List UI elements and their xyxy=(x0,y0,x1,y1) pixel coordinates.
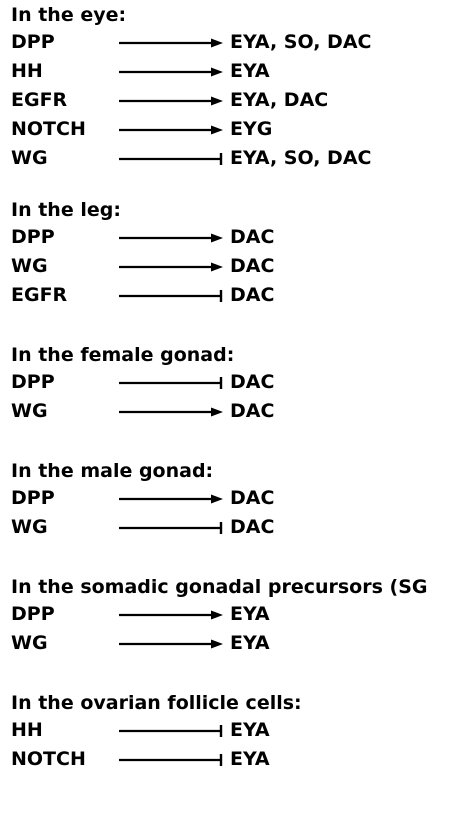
target-genes-label: EYA, SO, DAC xyxy=(230,31,372,53)
target-genes-label: EYA, DAC xyxy=(230,89,329,111)
regulator-label: EGFR xyxy=(11,284,68,306)
section-heading: In the eye: xyxy=(11,4,127,26)
repression-bar-icon xyxy=(109,725,231,737)
activation-arrow-icon xyxy=(109,406,231,418)
regulation-row xyxy=(11,716,456,745)
regulation-row xyxy=(11,28,456,57)
regulator-label: DPP xyxy=(11,31,55,53)
section-4 xyxy=(11,574,456,658)
repression-bar-icon xyxy=(109,754,231,766)
section-3 xyxy=(11,458,456,542)
regulation-row xyxy=(11,252,456,281)
activation-arrow-icon xyxy=(109,95,231,107)
regulator-label: WG xyxy=(11,147,48,169)
section-heading: In the male gonad: xyxy=(11,460,214,482)
target-genes-label: EYA xyxy=(230,719,270,741)
target-genes-label: DAC xyxy=(230,226,275,248)
regulation-row xyxy=(11,281,456,310)
regulator-label: WG xyxy=(11,255,48,277)
regulator-label: NOTCH xyxy=(11,748,86,770)
repression-bar-icon xyxy=(109,377,231,389)
section-2 xyxy=(11,342,456,426)
activation-arrow-icon xyxy=(109,37,231,49)
regulation-row xyxy=(11,745,456,774)
regulation-row xyxy=(11,513,456,542)
repression-bar-icon xyxy=(109,153,231,165)
regulator-label: EGFR xyxy=(11,89,68,111)
repression-bar-icon xyxy=(109,290,231,302)
target-genes-label: EYA, SO, DAC xyxy=(230,147,372,169)
section-0 xyxy=(11,2,456,173)
regulator-label: WG xyxy=(11,516,48,538)
section-heading: In the ovarian follicle cells: xyxy=(11,692,302,714)
activation-arrow-icon xyxy=(109,124,231,136)
section-heading: In the somadic gonadal precursors (SG xyxy=(11,576,428,598)
activation-arrow-icon xyxy=(109,638,231,650)
target-genes-label: EYA xyxy=(230,603,270,625)
target-genes-label: DAC xyxy=(230,400,275,422)
target-genes-label: EYA xyxy=(230,60,270,82)
regulation-row xyxy=(11,223,456,252)
regulator-label: DPP xyxy=(11,487,55,509)
target-genes-label: DAC xyxy=(230,255,275,277)
regulator-label: NOTCH xyxy=(11,118,86,140)
target-genes-label: DAC xyxy=(230,487,275,509)
regulator-label: HH xyxy=(11,60,43,82)
regulation-row xyxy=(11,629,456,658)
target-genes-label: DAC xyxy=(230,516,275,538)
regulation-row xyxy=(11,397,456,426)
activation-arrow-icon xyxy=(109,232,231,244)
regulator-label: DPP xyxy=(11,226,55,248)
regulation-row xyxy=(11,144,456,173)
target-genes-label: EYA xyxy=(230,632,270,654)
regulation-row xyxy=(11,368,456,397)
regulator-label: WG xyxy=(11,400,48,422)
target-genes-label: EYA xyxy=(230,748,270,770)
regulator-label: WG xyxy=(11,632,48,654)
section-5 xyxy=(11,690,456,774)
regulator-label: DPP xyxy=(11,371,55,393)
section-heading: In the female gonad: xyxy=(11,344,235,366)
target-genes-label: DAC xyxy=(230,371,275,393)
regulator-label: HH xyxy=(11,719,43,741)
repression-bar-icon xyxy=(109,522,231,534)
section-1 xyxy=(11,197,456,310)
regulator-label: DPP xyxy=(11,603,55,625)
regulation-row xyxy=(11,57,456,86)
activation-arrow-icon xyxy=(109,493,231,505)
regulation-row xyxy=(11,600,456,629)
activation-arrow-icon xyxy=(109,66,231,78)
target-genes-label: DAC xyxy=(230,284,275,306)
regulation-row xyxy=(11,484,456,513)
activation-arrow-icon xyxy=(109,609,231,621)
regulation-row xyxy=(11,115,456,144)
section-heading: In the leg: xyxy=(11,199,121,221)
target-genes-label: EYG xyxy=(230,118,273,140)
activation-arrow-icon xyxy=(109,261,231,273)
regulation-row xyxy=(11,86,456,115)
